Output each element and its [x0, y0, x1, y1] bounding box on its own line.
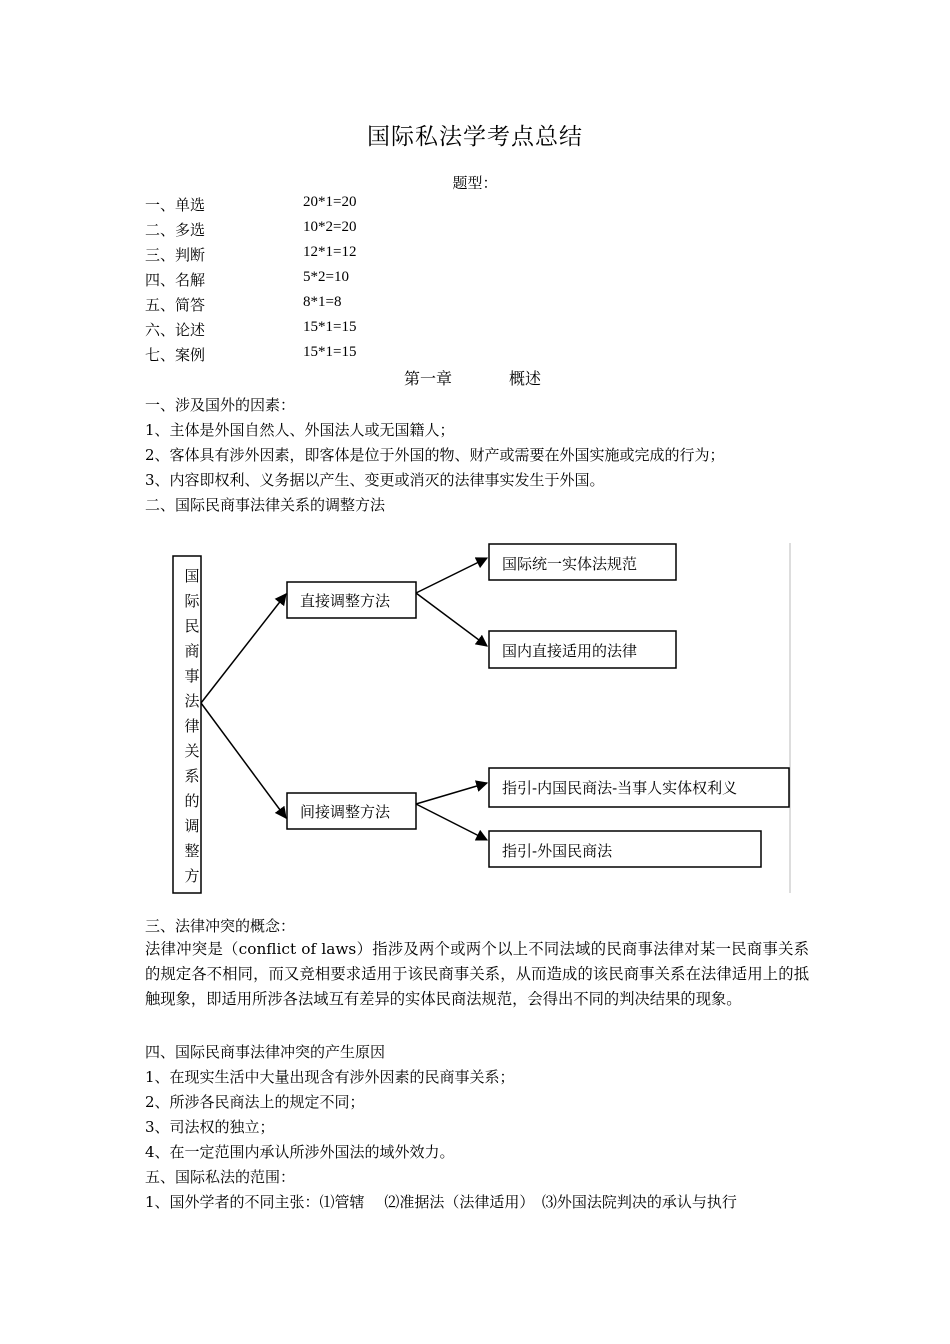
question-type-score: 10*2=20	[303, 219, 357, 235]
chapter-name: 概述	[509, 369, 542, 388]
list-item: 2、所涉各民商法上的规定不同；	[145, 1093, 365, 1111]
question-type-name: 七、案例	[145, 346, 206, 364]
question-type-name: 二、多选	[145, 221, 206, 239]
question-type-name: 四、名解	[145, 271, 206, 289]
document-title: 国际私法学考点总结	[367, 124, 583, 150]
arrow-direct-uniform	[416, 558, 487, 593]
question-type-score: 12*1=12	[303, 244, 357, 260]
root-label-char: 系	[184, 767, 200, 785]
direct-method-label: 直接调整方法	[300, 592, 391, 610]
root-label-char: 际	[184, 592, 200, 610]
arrow-root-direct	[201, 594, 286, 703]
list-item: 1、国外学者的不同主张：⑴管辖 ⑵准据法（法律适用） ⑶外国法院判决的承认与执行	[145, 1193, 737, 1211]
question-type-score: 5*2=10	[303, 269, 349, 285]
question-type-score: 15*1=15	[303, 344, 357, 360]
list-item: 1、在现实生活中大量出现含有涉外因素的民商事关系；	[145, 1068, 515, 1086]
section-heading: 五、国际私法的范围：	[145, 1168, 296, 1186]
root-label-char: 民	[184, 617, 200, 635]
question-type-score: 20*1=20	[303, 194, 357, 210]
root-label-char: 关	[184, 742, 200, 760]
question-types-heading: 题型：	[452, 174, 498, 192]
domestic-law-label: 国内直接适用的法律	[502, 642, 638, 660]
root-label-char: 整	[184, 842, 200, 860]
question-type-score: 8*1=8	[303, 294, 342, 310]
uniform-law-label: 国际统一实体法规范	[502, 555, 638, 573]
question-type-name: 五、简答	[145, 296, 206, 314]
list-item: 1、主体是外国自然人、外国法人或无国籍人；	[145, 421, 455, 439]
section-heading: 一、涉及国外的因素：	[145, 396, 296, 414]
foreign-civil-law-label: 指引-外国民商法	[502, 842, 613, 860]
question-type-score: 15*1=15	[303, 319, 357, 335]
root-label-char: 事	[184, 667, 200, 685]
question-type-name: 六、论述	[145, 321, 206, 339]
list-item: 3、司法权的独立；	[145, 1118, 275, 1136]
section-heading: 三、法律冲突的概念：	[145, 917, 296, 935]
paragraph-conflict-of-laws: 法律冲突是（conflict of laws）指涉及两个或两个以上不同法域的民商事法律对某一民商事关系的规定各不相同，而又竞相要求适用于该民商事关系，从而造成的该民商事关系在法律适用上的抵触现象，即适用所涉各法域互有差异的实体民商法规范，会得出不同的判决结果的现象。	[145, 940, 809, 1008]
list-item: 4、在一定范围内承认所涉外国法的域外效力。	[145, 1143, 455, 1161]
section-heading: 二、国际民商事法律关系的调整方法	[145, 496, 386, 514]
root-label-char: 法	[184, 692, 200, 710]
arrow-direct-domestic	[416, 593, 487, 646]
indirect-method-label: 间接调整方法	[300, 803, 391, 821]
root-label-char: 调	[184, 817, 200, 835]
arrow-root-indirect	[201, 703, 286, 818]
section-heading: 四、国际民商事法律冲突的产生原因	[145, 1043, 386, 1061]
question-type-name: 三、判断	[145, 246, 206, 264]
root-label-char: 商	[184, 642, 200, 660]
list-item: 3、内容即权利、义务据以产生、变更或消灭的法律事实发生于外国。	[145, 471, 605, 489]
arrow-indirect-domestic-civil	[416, 783, 487, 804]
root-label-char: 方	[184, 867, 200, 885]
list-item: 2、客体具有涉外因素，即客体是位于外国的物、财产或需要在外国实施或完成的行为；	[145, 446, 725, 464]
root-label-char: 律	[184, 717, 200, 735]
chapter-number: 第一章	[404, 369, 453, 388]
arrow-indirect-foreign-civil	[416, 804, 487, 840]
root-label-char: 的	[184, 792, 200, 810]
domestic-civil-law-label: 指引-内国民商法-当事人实体权利义	[502, 779, 738, 797]
question-type-name: 一、单选	[145, 196, 206, 214]
root-label-char: 国	[184, 567, 200, 585]
